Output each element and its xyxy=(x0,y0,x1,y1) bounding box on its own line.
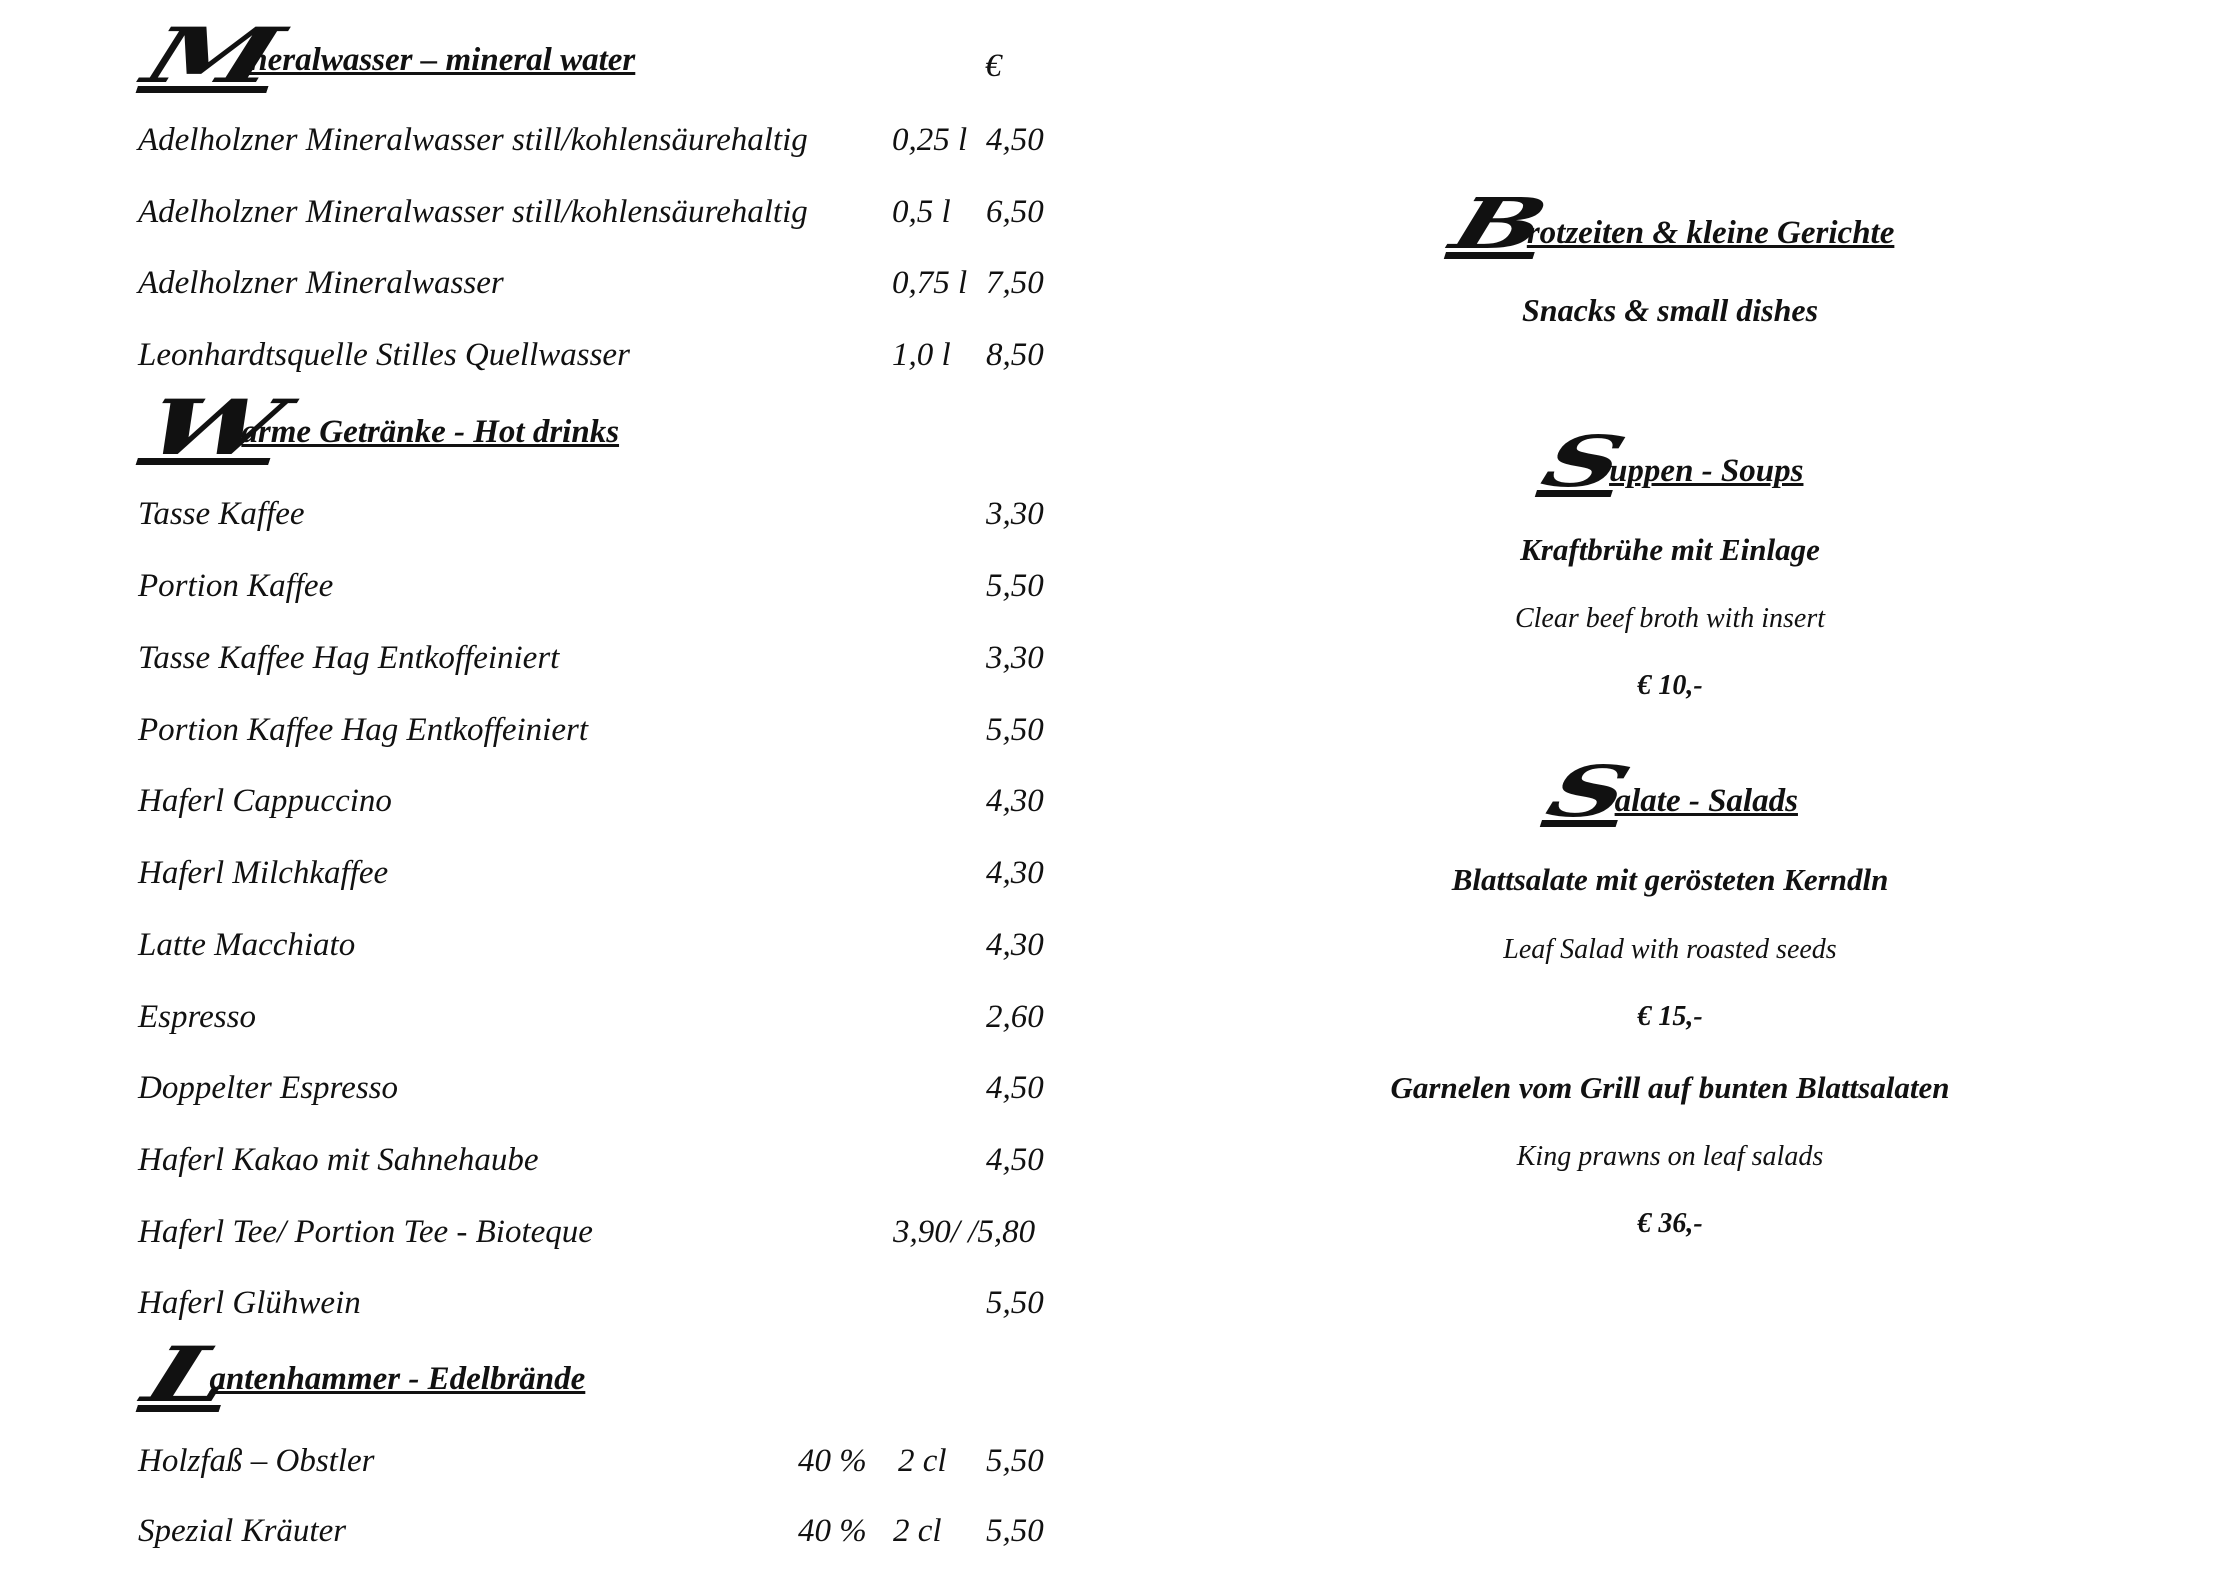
section-heading-hot-drinks xyxy=(133,383,620,472)
section-snacks xyxy=(1220,182,2120,265)
section-heading-text: rotzeiten & kleine Gerichte xyxy=(1526,215,1895,251)
menu-item-abv: 40 % xyxy=(798,1513,867,1549)
menu-item-name: Spezial Kräuter xyxy=(138,1513,347,1549)
menu-item-size: 0,25 l xyxy=(892,122,968,158)
dish-price: € 10,- xyxy=(1637,670,1703,701)
menu-item-name: Adelholzner Mineralwasser xyxy=(138,265,504,301)
section-heading-text: antenhammer - Edelbrände xyxy=(209,1361,586,1397)
menu-item-name: Doppelter Espresso xyxy=(138,1070,399,1106)
menu-item-size: 2 cl xyxy=(898,1443,947,1479)
menu-item-name: Tasse Kaffee Hag Entkoffeiniert xyxy=(138,640,560,676)
currency-column-header: € xyxy=(985,48,1002,84)
dish-description: Leaf Salad with roasted seeds xyxy=(1503,934,1837,965)
menu-item-price: 4,50 xyxy=(986,1070,1044,1106)
dish-price: € 36,- xyxy=(1637,1208,1703,1239)
menu-item-name: Haferl Milchkaffee xyxy=(138,855,389,891)
menu-item-name: Haferl Cappuccino xyxy=(138,783,392,819)
decorative-initial: W xyxy=(133,383,296,472)
section-salads xyxy=(1220,750,2120,833)
menu-item-size: 2 cl xyxy=(893,1513,942,1549)
section-heading-text: uppen - Soups xyxy=(1609,453,1804,489)
menu-item-name: Holzfaß – Obstler xyxy=(138,1443,375,1479)
menu-item-name: Latte Macchiato xyxy=(138,927,356,963)
decorative-initial: L xyxy=(133,1330,246,1419)
menu-item-price: 4,30 xyxy=(986,927,1044,963)
section-heading-text: alate - Salads xyxy=(1614,783,1798,819)
menu-item-name: Portion Kaffee xyxy=(138,568,334,604)
menu-item-name: Haferl Kakao mit Sahnehaube xyxy=(138,1142,539,1178)
menu-item-price: 3,30 xyxy=(986,640,1044,676)
section-soups xyxy=(1220,420,2120,503)
menu-item-price: 3,30 xyxy=(986,496,1044,532)
menu-item-price: 4,50 xyxy=(986,122,1044,158)
menu-item-price: 7,50 xyxy=(986,265,1044,301)
dish-name: Blattsalate mit gerösteten Kerndln xyxy=(1451,862,1889,897)
menu-item-name: Adelholzner Mineralwasser still/kohlensäurehaltig xyxy=(138,122,808,158)
menu-item-price: 3,90/ /5,80 xyxy=(893,1214,1036,1250)
menu-item-price: 5,50 xyxy=(986,1285,1044,1321)
menu-item-price: 5,50 xyxy=(986,1513,1044,1549)
decorative-initial: B xyxy=(1441,182,1557,265)
section-heading-salads xyxy=(1537,750,1798,833)
section-heading-text: arme Getränke - Hot drinks xyxy=(241,414,620,450)
section-heading-spirits xyxy=(133,1330,586,1419)
menu-item-name: Haferl Glühwein xyxy=(138,1285,361,1321)
menu-item-price: 4,30 xyxy=(986,783,1044,819)
menu-item-price: 8,50 xyxy=(986,337,1044,373)
menu-item-name: Adelholzner Mineralwasser still/kohlensäurehaltig xyxy=(138,194,808,230)
menu-item-price: 2,60 xyxy=(986,999,1044,1035)
menu-item-price: 6,50 xyxy=(986,194,1044,230)
menu-item-name: Leonhardtsquelle Stilles Quellwasser xyxy=(138,337,630,373)
menu-item-name: Haferl Tee/ Portion Tee - Bioteque xyxy=(138,1214,593,1250)
section-heading-text: ineralwasser – mineral water xyxy=(240,42,636,78)
menu-item-size: 0,75 l xyxy=(892,265,968,301)
menu-item-price: 4,30 xyxy=(986,855,1044,891)
menu-item-size: 1,0 l xyxy=(892,337,951,373)
dish-price: € 15,- xyxy=(1637,1001,1703,1032)
menu-item-name: Espresso xyxy=(138,999,256,1035)
menu-item-abv: 40 % xyxy=(798,1443,867,1479)
section-subtitle: Snacks & small dishes xyxy=(1521,292,1819,328)
menu-item-price: 5,50 xyxy=(986,1443,1044,1479)
section-heading-snacks xyxy=(1441,182,1895,265)
menu-item-name: Tasse Kaffee xyxy=(138,496,305,532)
menu-item-name: Portion Kaffee Hag Entkoffeiniert xyxy=(138,712,589,748)
decorative-initial: S xyxy=(1537,750,1641,833)
menu-item-price: 4,50 xyxy=(986,1142,1044,1178)
dish-name: Kraftbrühe mit Einlage xyxy=(1520,532,1820,567)
decorative-initial: S xyxy=(1532,420,1635,503)
menu-item-size: 0,5 l xyxy=(892,194,951,230)
menu-item-price: 5,50 xyxy=(986,568,1044,604)
menu-item-price: 5,50 xyxy=(986,712,1044,748)
section-heading-mineral-water xyxy=(133,11,636,100)
decorative-initial: M xyxy=(133,11,294,100)
dish-description: King prawns on leaf salads xyxy=(1516,1141,1824,1172)
dish-name: Garnelen vom Grill auf bunten Blattsalaten xyxy=(1390,1070,1950,1105)
section-heading-soups xyxy=(1532,420,1804,503)
dish-description: Clear beef broth with insert xyxy=(1514,603,1826,634)
